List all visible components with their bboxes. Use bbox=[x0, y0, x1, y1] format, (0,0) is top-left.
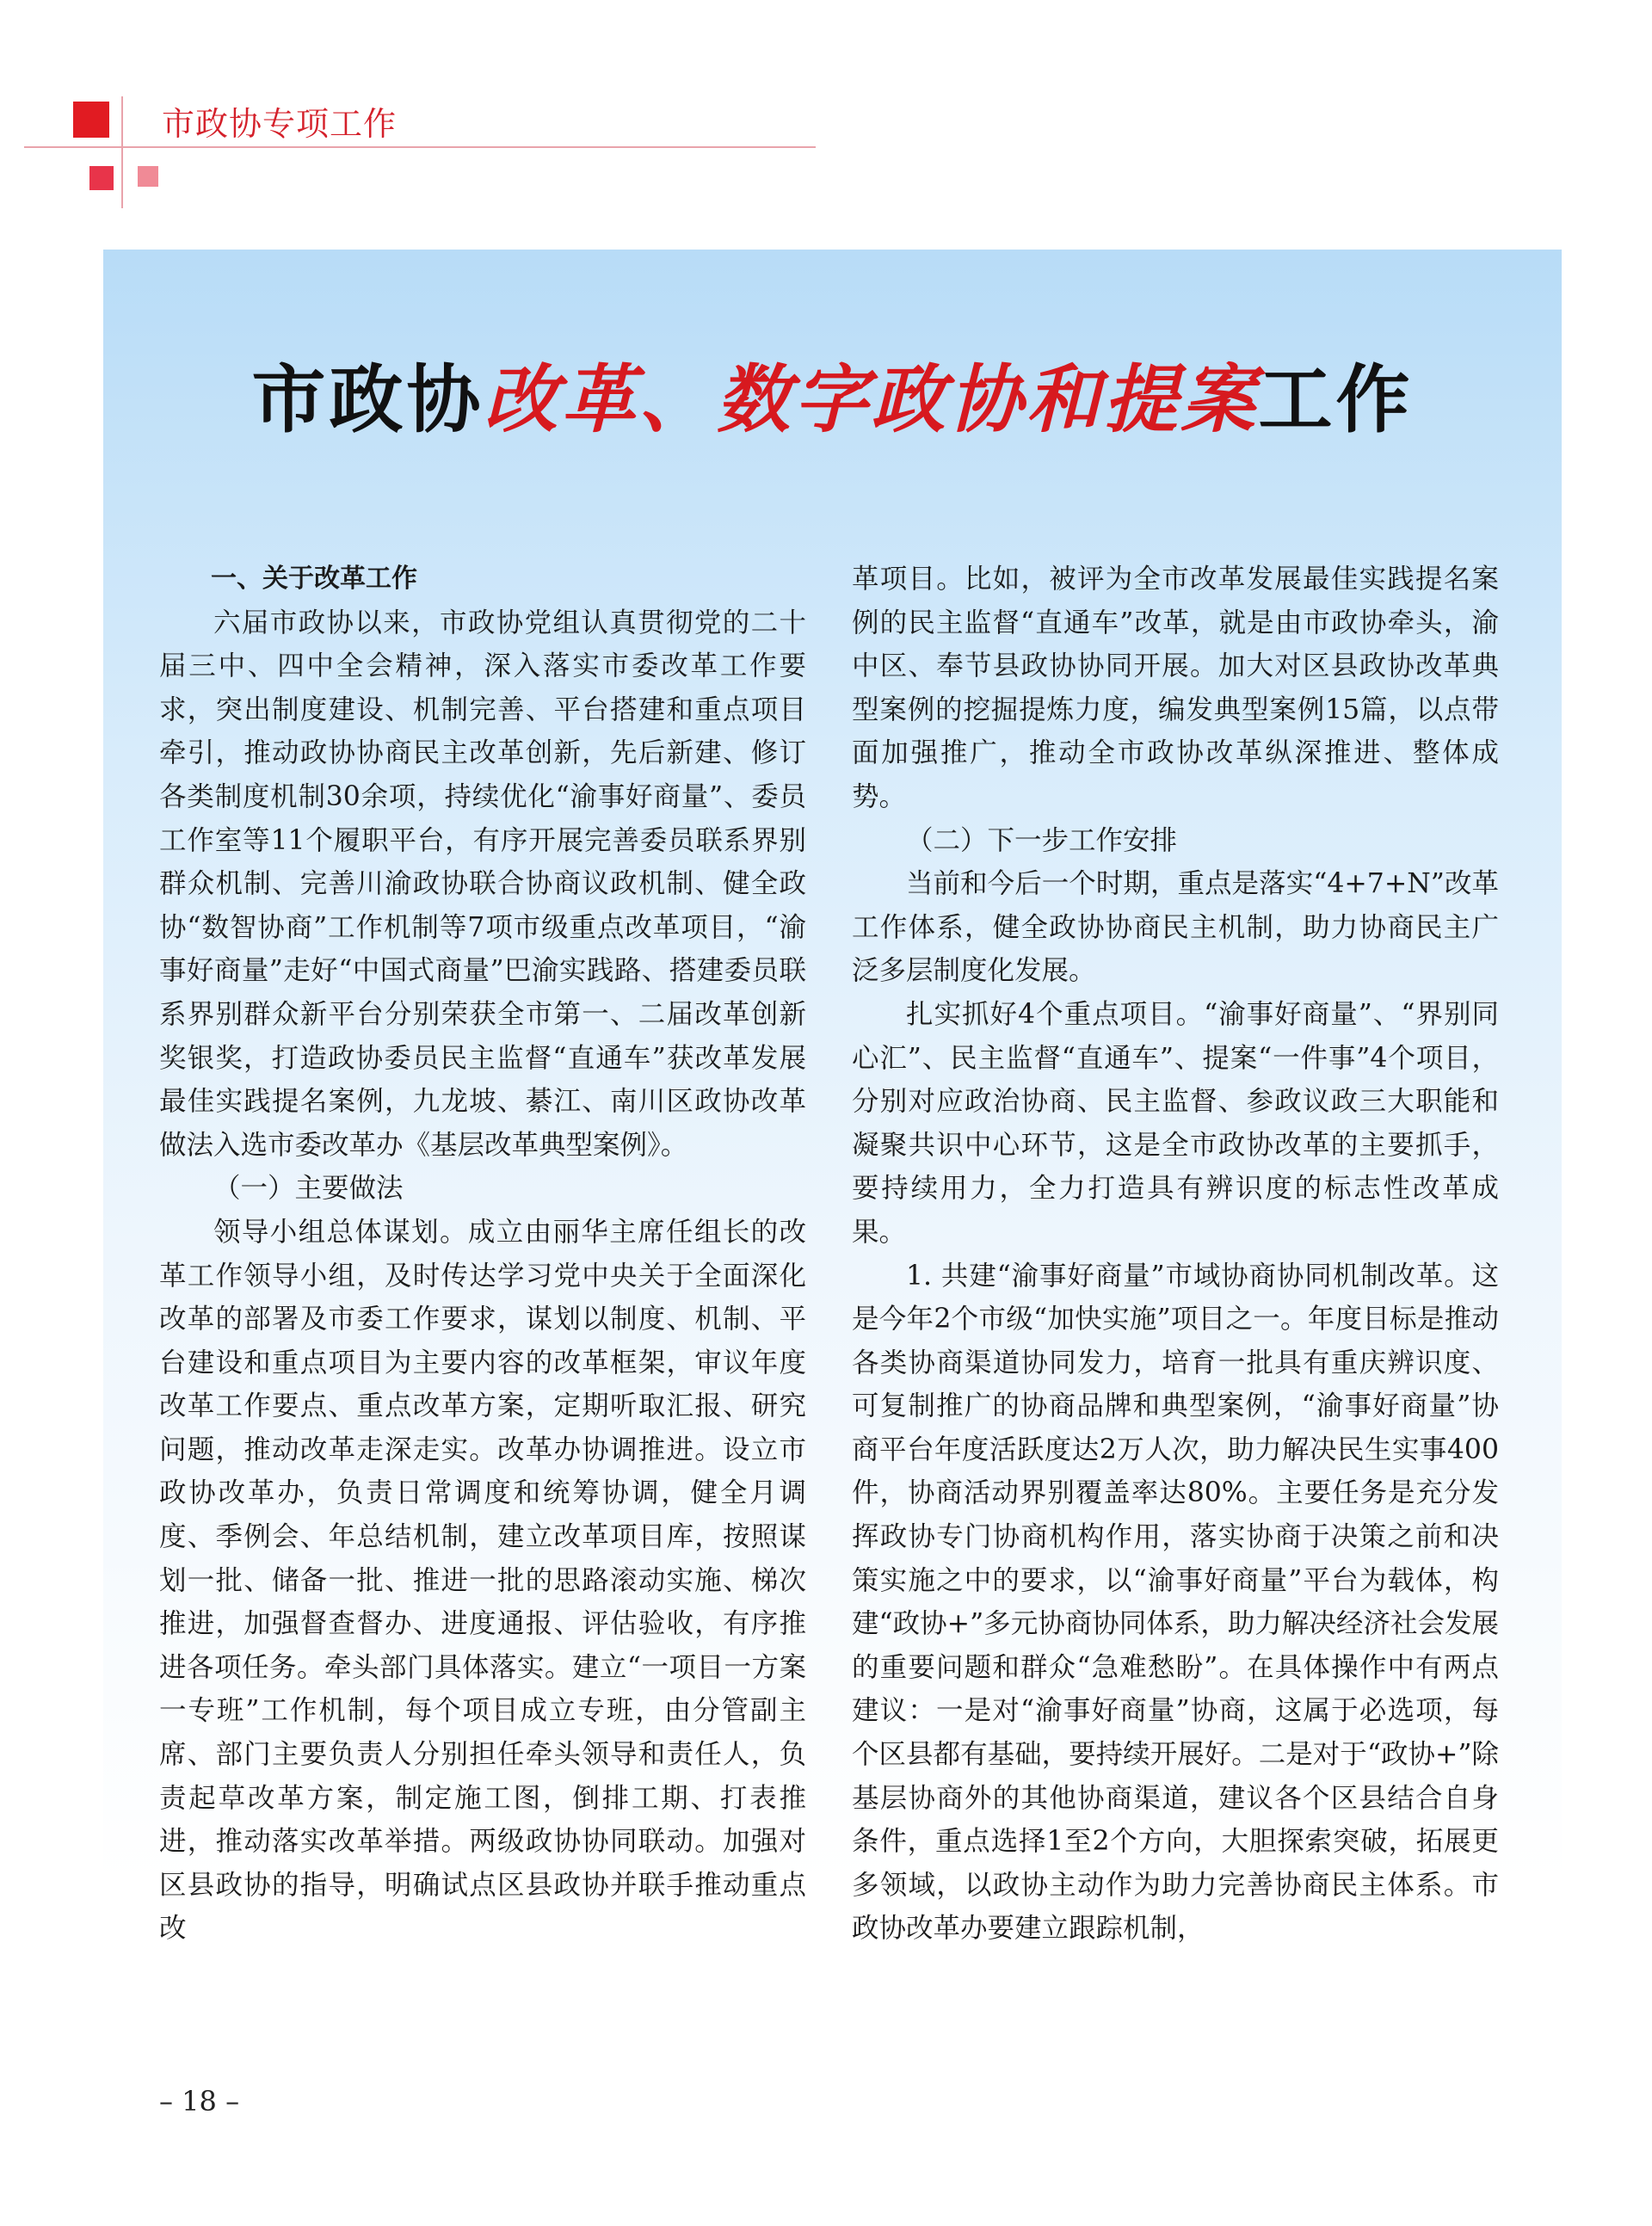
paragraph-continued: 革项目。比如，被评为全市改革发展最佳实践提名案例的民主监督“直通车”改革，就是由市政协牵头，渝中区、奉节县政协协同开展。加大对区县政协改革典型案例的挖掘提炼力度，编发典型案例15篇，以点带面加强推广，推动全市政协改革纵深推进、整体成势。 bbox=[852, 564, 1499, 812]
title-part-1: 市政协 bbox=[251, 357, 484, 443]
paragraph: 扎实抓好4个重点项目。“渝事好商量”、“界别同心汇”、民主监督“直通车”、提案“一件事”4个项目，分别对应政治协商、民主监督、参政议政三大职能和凝聚共识中心环节，这是全市政协改革的主要抓手，要持续用力，全力打造具有辨识度的标志性改革成果。 bbox=[852, 998, 1499, 1248]
section-title: 市政协专项工作 bbox=[162, 105, 398, 143]
subheading-next-steps: （二）下一步工作安排 bbox=[906, 824, 1178, 856]
paragraph: 领导小组总体谋划。成立由丽华主席任组长的改革工作领导小组，及时传达学习党中央关于全面深化改革的部署及市委工作要求，谋划以制度、机制、平台建设和重点项目为主要内容的改革框架，审议年度改革工作要点、重点改革方案，定期听取汇报、研究问题，推动改革走深走实。改革办协调推进。设立市政协改革办，负责日常调度和统筹协调，健全月调度、季例会、年总结机制，建立改革项目库，按照谋划一批、储备一批、推进一批的思路滚动实施、梯次推进，加强督查督办、进度通报、评估验收，有序推进各项任务。牵头部门具体落实。建立“一项目一方案一专班”工作机制，每个项目成立专班，由分管副主席、部门主要负责人分别担任牵头领导和责任人，负责起草改革方案，制定施工图，倒排工期、打表推进，推动落实改革举措。两级政协协同联动。加强对区县政协的指导，明确试点区县政协并联手推动重点改 bbox=[159, 1216, 806, 1945]
title-part-2-highlight: 改革、数字政协和提案 bbox=[484, 356, 1259, 443]
header-rule-horizontal bbox=[24, 146, 816, 148]
heading-reform-work: 一、关于改革工作 bbox=[211, 564, 417, 594]
right-column bbox=[852, 558, 1499, 1951]
header-square-small-icon bbox=[89, 166, 114, 190]
paragraph: 六届市政协以来，市政协党组认真贯彻党的二十届三中、四中全会精神，深入落实市委改革工作要求，突出制度建设、机制完善、平台搭建和重点项目牵引，推动政协协商民主改革创新，先后新建、修订各类制度机制30余项，持续优化“渝事好商量”、委员工作室等11个履职平台，有序开展完善委员联系界别群众机制、完善川渝政协联合协商议政机制、健全政协“数智协商”工作机制等7项市级重点改革项目，“渝事好商量”走好“中国式商量”巴渝实践路、搭建委员联系界别群众新平台分别荣获全市第一、二届改革创新奖银奖，打造政协委员民主监督“直通车”获改革发展最佳实践提名案例，九龙坡、綦江、南川区政协改革做法入选市委改革办《基层改革典型案例》。 bbox=[159, 607, 806, 1161]
paragraph: 当前和今后一个时期，重点是落实“4+7+N”改革工作体系，健全政协协商民主机制，助力协商民主广泛多层制度化发展。 bbox=[852, 868, 1499, 987]
left-column bbox=[159, 558, 806, 1951]
paragraph: 1. 共建“渝事好商量”市域协商协同机制改革。这是今年2个市级“加快实施”项目之一。年度目标是推动各类协商渠道协同发力，培育一批具有重庆辨识度、可复制推广的协商品牌和典型案例，“渝事好商量”协商平台年度活跃度达2万人次，助力解决民生实事400件，协商活动界别覆盖率达80%。主要任务是充分发挥政协专门协商机构作用，落实协商于决策之前和决策实施之中的要求，以“渝事好商量”平台为载体，构建“政协+”多元协商协同体系，助力解决经济社会发展的重要问题和群众“急难愁盼”。在具体操作中有两点建议：一是对“渝事好商量”协商，这属于必选项，每个区县都有基础，要持续开展好。二是对于“政协+”除基层协商外的其他协商渠道，建议各个区县结合自身条件，重点选择1至2个方向，大胆探索突破，拓展更多领域，以政协主动作为助力完善协商民主体系。市政协改革办要建立跟踪机制， bbox=[852, 1260, 1499, 1945]
subheading-main-practices: （一）主要做法 bbox=[213, 1173, 404, 1205]
header-square-icon bbox=[73, 102, 109, 138]
article-title bbox=[103, 348, 1562, 452]
header-square-light-icon bbox=[138, 166, 158, 187]
page-number: – 18 – bbox=[159, 2085, 240, 2118]
header-rule-vertical bbox=[121, 96, 123, 208]
title-part-3: 工作 bbox=[1258, 357, 1414, 443]
